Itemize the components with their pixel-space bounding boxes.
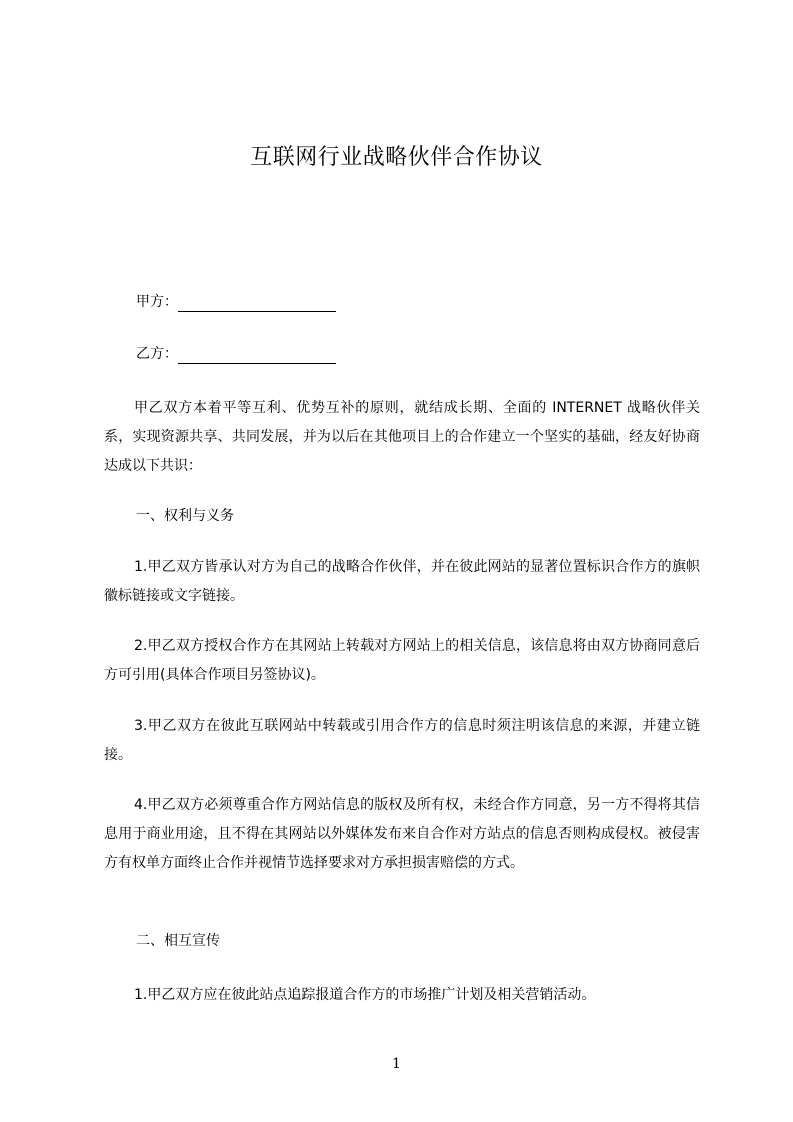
party-a-line bbox=[136, 292, 336, 312]
intro-paragraph: 甲乙双方本着平等互利、优势互补的原则，就结成长期、全面的 INTERNET 战略伙伴关系，实现资源共享、共同发展，并为以后在其他项目上的合作建立一个坚实的基础，经友好协商达成以下共识： bbox=[104, 400, 700, 474]
section-1-heading: 一、权利与义务 bbox=[136, 508, 234, 524]
party-a-label: 甲方： bbox=[136, 294, 178, 310]
page-number: 1 bbox=[392, 1056, 401, 1072]
section-2-heading: 二、相互宣传 bbox=[136, 933, 220, 949]
section-1-item-1: 1.甲乙双方皆承认对方为自己的战略合作伙伴，并在彼此网站的显著位置标识合作方的旗帜徽标链接或文字链接。 bbox=[104, 559, 700, 604]
party-a-blank bbox=[178, 295, 336, 312]
section-1-item-3: 3.甲乙双方在彼此互联网站中转载或引用合作方的信息时须注明该信息的来源，并建立链接。 bbox=[104, 718, 700, 763]
party-b-blank bbox=[178, 347, 336, 364]
section-1-item-2: 2.甲乙双方授权合作方在其网站上转载对方网站上的相关信息，该信息将由双方协商同意后方可引用(具体合作项目另签协议)。 bbox=[104, 638, 700, 683]
party-b-label: 乙方： bbox=[136, 346, 178, 362]
section-1-item-4: 4.甲乙双方必须尊重合作方网站信息的版权及所有权，未经合作方同意，另一方不得将其信息用于商业用途，且不得在其网站以外媒体发布来自合作对方站点的信息否则构成侵权。被侵害方有权单方面终止合作并视情节选择要求对方承担损害赔偿的方式。 bbox=[104, 797, 700, 871]
document-title: 互联网行业战略伙伴合作协议 bbox=[250, 145, 543, 170]
section-2-item-1: 1.甲乙双方应在彼此站点追踪报道合作方的市场推广计划及相关营销活动。 bbox=[134, 987, 596, 1003]
party-b-line bbox=[136, 344, 336, 364]
